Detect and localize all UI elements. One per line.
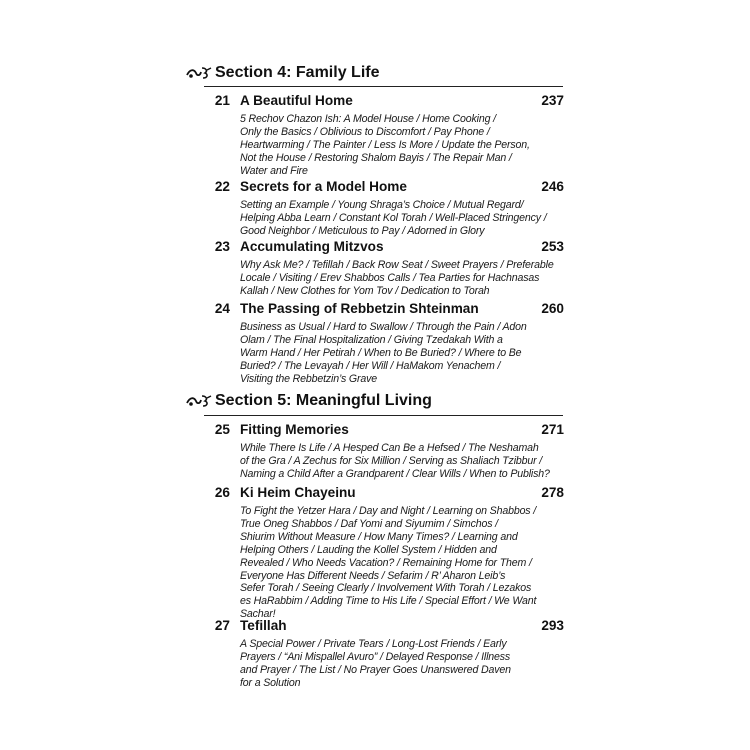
section-title: Section 4: Family Life (215, 64, 380, 81)
subtopic-line: Heartwarming / The Painter / Less Is More / Update the Person, (240, 138, 530, 151)
chapter-page-number: 237 (541, 93, 564, 108)
chapter-entry-21 (210, 92, 564, 178)
chapter-title: Ki Heim Chayeinu (240, 485, 356, 500)
chapter-entry-22 (210, 178, 564, 238)
chapter-subtopics (240, 321, 564, 386)
chapter-subtopics (240, 638, 564, 690)
chapter-entry-27 (210, 617, 564, 690)
subtopic-line: Revealed / Who Needs Vacation? / Remaining Home for Them / (240, 556, 532, 569)
subtopic-line: Visiting the Rebbetzin’s Grave (240, 372, 378, 385)
subtopic-line: Good Neighbor / Meticulous to Pay / Adorned in Glory (240, 224, 485, 237)
subtopic-line: Business as Usual / Hard to Swallow / Through the Pain / Adon (240, 321, 527, 333)
subtopic-line: A Special Power / Private Tears / Long-Lost Friends / Early (240, 638, 507, 650)
subtopic-line: Shiurim Without Measure / How Many Times? / Learning and (240, 530, 518, 543)
subtopic-line: of the Gra / A Zechus for Six Million / Serving as Shaliach Tzibbur / (240, 454, 543, 467)
chapter-subtopics (240, 259, 564, 298)
subtopic-line: Olam / The Final Hospitalization / Giving Tzedakah With a (240, 333, 503, 346)
chapter-number: 24 (214, 301, 230, 316)
subtopic-line: Not the House / Restoring Shalom Bayis / The Repair Man / (240, 151, 512, 164)
chapter-entry-26 (210, 484, 564, 621)
chapter-subtopics (240, 113, 564, 178)
section-4-heading (186, 64, 379, 82)
subtopic-line: Why Ask Me? / Tefillah / Back Row Seat / Sweet Prayers / Preferable (240, 259, 554, 271)
subtopic-line: Locale / Visiting / Erev Shabbos Calls / Tea Parties for Hachnasas (240, 271, 540, 284)
chapter-title: Accumulating Mitzvos (240, 239, 384, 254)
subtopic-line: es HaRabbim / Adding Time to His Life / Special Effort / We Want (240, 595, 537, 608)
section-title: Section 5: Meaningful Living (215, 392, 432, 409)
chapter-number: 26 (214, 485, 230, 500)
chapter-page-number: 260 (541, 301, 564, 316)
ornament-icon (186, 66, 212, 80)
chapter-subtopics (240, 442, 564, 481)
chapter-page-number: 271 (541, 422, 564, 437)
chapter-number: 23 (214, 239, 230, 254)
chapter-title: A Beautiful Home (240, 93, 353, 108)
subtopic-line: Sefer Torah / Seeing Clearly / Involvement With Torah / Lezakos (240, 582, 532, 595)
chapter-entry-25 (210, 421, 564, 481)
subtopic-line: Water and Fire (240, 164, 308, 177)
chapter-subtopics (240, 505, 564, 621)
ornament-icon (186, 394, 212, 408)
subtopic-line: Helping Abba Learn / Constant Kol Torah / Well-Placed Stringency / (240, 211, 547, 224)
subtopic-line: Setting an Example / Young Shraga’s Choice / Mutual Regard/ (240, 199, 524, 211)
chapter-page-number: 246 (541, 179, 564, 194)
chapter-subtopics (240, 199, 564, 238)
chapter-entry-23 (210, 238, 564, 298)
chapter-page-number: 253 (541, 239, 564, 254)
subtopic-line: Helping Others / Lauding the Kollel System / Hidden and (240, 543, 497, 556)
subtopic-line: Kallah / New Clothes for Yom Tov / Dedication to Torah (240, 284, 490, 297)
subtopic-line: Naming a Child After a Grandparent / Clear Wills / When to Publish? (240, 467, 550, 480)
subtopic-line: Prayers / “Ani Mispallel Avuro” / Delayed Response / Illness (240, 650, 511, 663)
subtopic-line: To Fight the Yetzer Hara / Day and Night / Learning on Shabbos / (240, 505, 537, 517)
chapter-number: 21 (214, 93, 230, 108)
subtopic-line: Sachar! (240, 608, 276, 621)
subtopic-line: Only the Basics / Oblivious to Discomfort / Pay Phone / (240, 125, 490, 138)
subtopic-line: for a Solution (240, 676, 301, 689)
chapter-number: 22 (214, 179, 230, 194)
subtopic-line: Everyone Has Different Needs / Sefarim / R’ Aharon Leib’s (240, 569, 506, 582)
chapter-page-number: 293 (541, 618, 564, 633)
subtopic-line: Buried? / The Levayah / Her Will / HaMakom Yenachem / (240, 359, 501, 372)
section-5-heading (186, 392, 432, 410)
subtopic-line: Warm Hand / Her Petirah / When to Be Buried? / Where to Be (240, 346, 522, 359)
subtopic-line: 5 Rechov Chazon Ish: A Model House / Home Cooking / (240, 113, 496, 125)
subtopic-line: While There Is Life / A Hesped Can Be a Hefsed / The Neshamah (240, 442, 539, 454)
section-divider (204, 86, 563, 87)
chapter-title: The Passing of Rebbetzin Shteinman (240, 301, 479, 316)
subtopic-line: and Prayer / The List / No Prayer Goes Unanswered Daven (240, 663, 511, 676)
chapter-entry-24 (210, 300, 564, 386)
subtopic-line: True Oneg Shabbos / Daf Yomi and Siyumim / Simchos / (240, 517, 498, 530)
chapter-title: Fitting Memories (240, 422, 349, 437)
chapter-number: 25 (214, 422, 230, 437)
section-divider (204, 415, 563, 416)
chapter-title: Secrets for a Model Home (240, 179, 407, 194)
chapter-title: Tefillah (240, 618, 287, 633)
chapter-number: 27 (214, 618, 230, 633)
chapter-page-number: 278 (541, 485, 564, 500)
